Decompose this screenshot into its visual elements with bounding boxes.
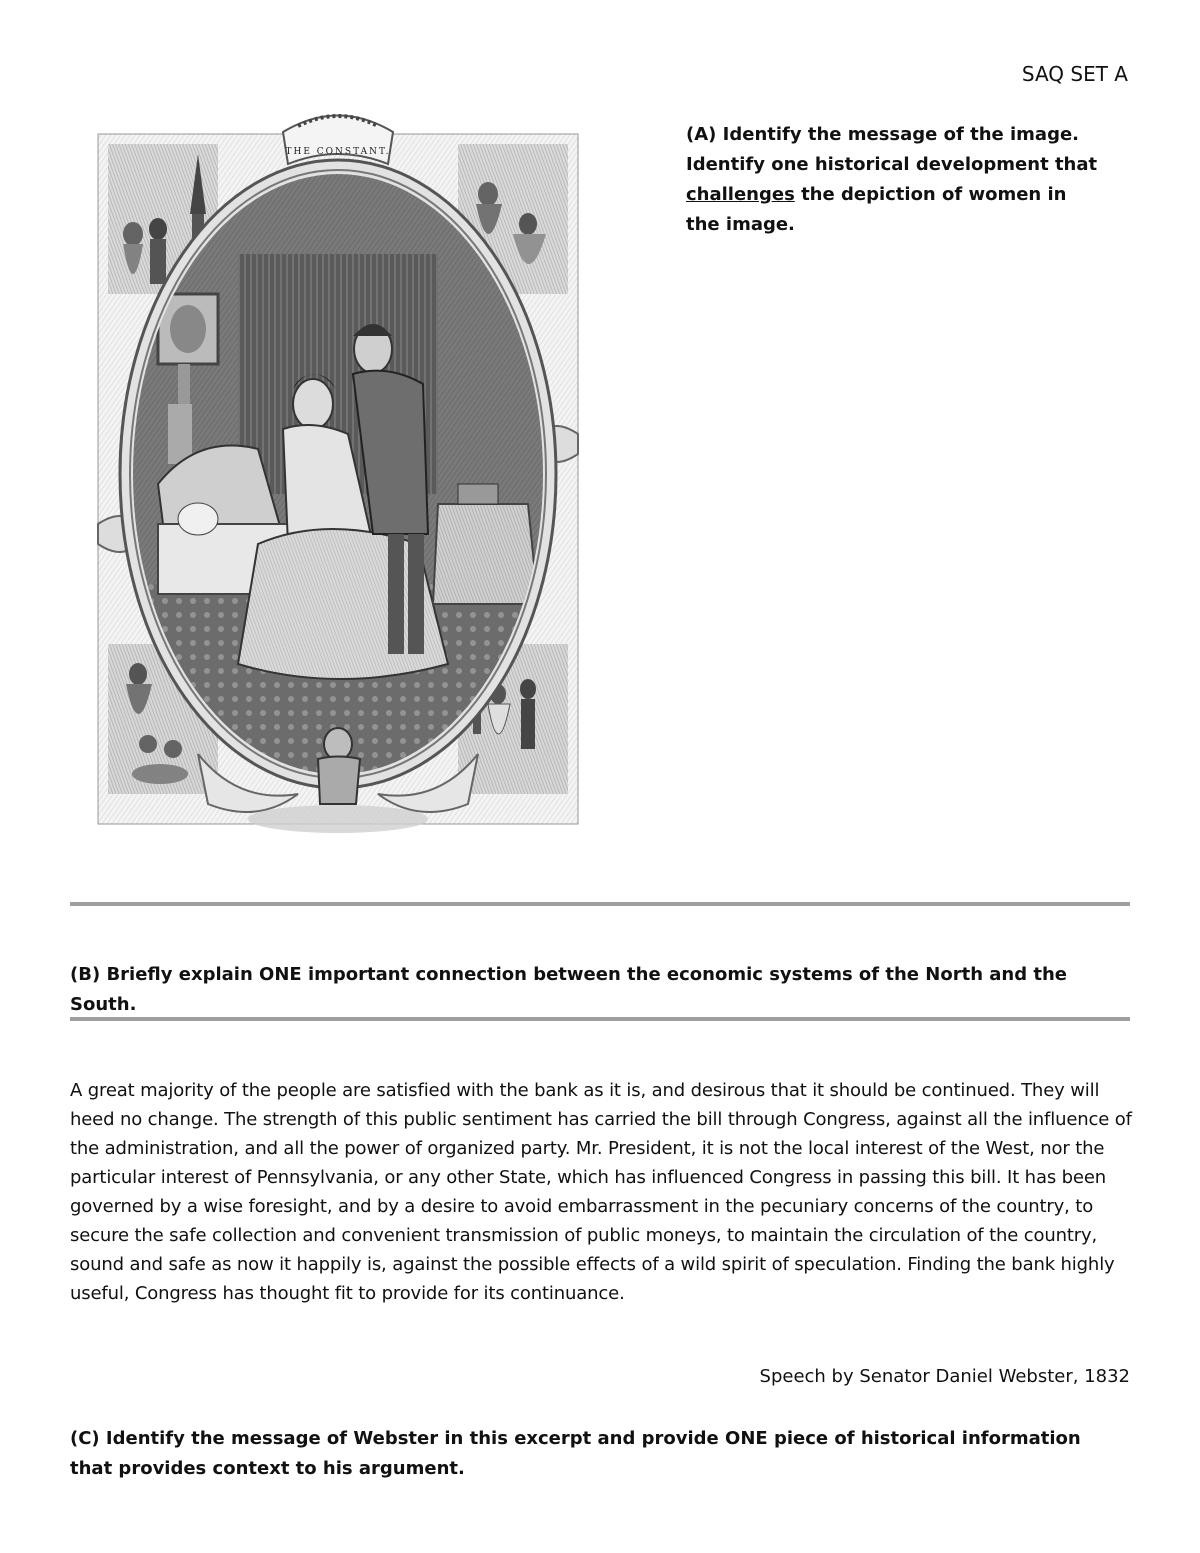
engraving-illustration: [88, 104, 588, 844]
question-a-text-before: (A) Identify the message of the image. Identify one historical development that: [686, 124, 1098, 175]
question-b: (B) Briefly explain ONE important connection between the economic systems of the North and the South.: [70, 964, 1068, 1015]
divider-top: [70, 902, 1130, 906]
set-label: SAQ SET A: [1021, 62, 1128, 86]
excerpt-attribution: Speech by Senator Daniel Webster, 1832: [759, 1366, 1130, 1387]
question-c: (C) Identify the message of Webster in this excerpt and provide ONE piece of historical information that provides context to his argument.: [70, 1428, 1081, 1479]
divider-bottom: [70, 1017, 1130, 1021]
banner-text: THE CONSTANT.: [285, 147, 391, 157]
webster-excerpt: A great majority of the people are satisfied with the bank as it is, and desirous that it should be continued. They will heed no change. The strength of this public sentiment has carried the bill through Congress, against all the influence of the administration, and all the power of organized party. Mr. President, it is not the local interest of the West, nor the particular interest of Pennsylvania, or any other State, which has influenced Congress in passing this bill. It has been governed by a wise foresight, and by a desire to avoid embarrassment in the pecuniary concerns of the country, to secure the safe collection and convenient transmission of public moneys, to maintain the circulation of the country, sound and safe as now it happily is, against the possible effects of a wild spirit of speculation. Finding the bank highly useful, Congress has thought fit to provide for its continuance.: [70, 1080, 1132, 1304]
question-a-text-after: the depiction of women in the image.: [686, 184, 1067, 235]
question-a: [686, 120, 1106, 240]
question-a-underlined-word: challenges: [686, 184, 795, 205]
